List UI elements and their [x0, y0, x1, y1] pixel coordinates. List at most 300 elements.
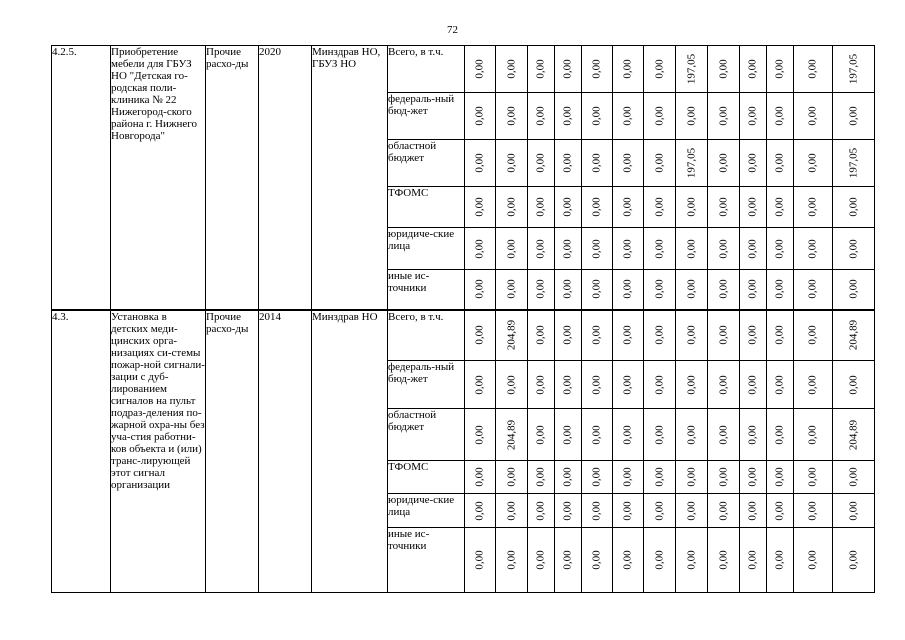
value-cell: [740, 461, 767, 494]
amount-value: 0,00: [806, 59, 819, 79]
item-code: 4.2.5.: [52, 46, 111, 310]
value-cell: [465, 409, 496, 461]
amount-value: 0,00: [653, 500, 665, 521]
funding-source: юридиче-ские лица: [388, 228, 465, 270]
value-cell: [767, 228, 794, 270]
expense-type: Прочие расхо-ды: [206, 310, 259, 593]
amount-value: 0,00: [534, 238, 547, 259]
value-cell: [465, 140, 496, 187]
amount-value: 0,00: [561, 59, 574, 79]
value-cell: [767, 310, 794, 361]
amount-value: 0,00: [561, 374, 574, 395]
value-cell: [644, 140, 676, 187]
amount-value: 204,89: [847, 320, 859, 351]
amount-value: 0,00: [621, 374, 634, 395]
amount-value: 0,00: [473, 153, 486, 173]
value-cell: [613, 361, 644, 409]
item-year: 2014: [259, 310, 312, 593]
value-cell: [740, 93, 767, 140]
value-cell: [555, 310, 582, 361]
amount-value: 0,00: [621, 467, 634, 487]
amount-value: 0,00: [590, 550, 603, 570]
amount-value: 0,00: [746, 550, 759, 570]
amount-value: 0,00: [590, 325, 603, 345]
value-cell: [740, 228, 767, 270]
amount-value: 0,00: [653, 374, 665, 395]
value-cell: [613, 228, 644, 270]
page-number: 72: [447, 24, 458, 36]
amount-value: 0,00: [473, 467, 486, 487]
value-cell: [676, 270, 708, 310]
amount-value: 0,00: [806, 197, 819, 217]
amount-value: 0,00: [717, 374, 729, 395]
value-cell: [528, 228, 555, 270]
amount-value: 0,00: [847, 500, 859, 521]
amount-value: 0,00: [590, 424, 603, 445]
value-cell: [767, 528, 794, 593]
funding-source: иные ис-точники: [388, 528, 465, 593]
amount-value: 0,00: [534, 467, 547, 487]
amount-value: 0,00: [717, 424, 729, 445]
amount-value: 0,00: [473, 424, 486, 445]
amount-value: 0,00: [653, 238, 665, 259]
item-executor: Минздрав НО, ГБУЗ НО: [312, 46, 388, 310]
value-cell: [496, 46, 528, 93]
value-cell: [794, 310, 833, 361]
amount-value: 204,89: [847, 419, 859, 450]
amount-value: 0,00: [653, 106, 665, 126]
amount-value: 0,00: [746, 106, 759, 126]
amount-value: 0,00: [534, 550, 547, 570]
amount-value: 0,00: [773, 59, 786, 79]
amount-value: 0,00: [473, 550, 486, 570]
value-cell: [613, 93, 644, 140]
value-cell: [676, 310, 708, 361]
amount-value: 0,00: [806, 424, 819, 445]
amount-value: 0,00: [621, 325, 634, 345]
value-cell: [833, 409, 875, 461]
value-cell: [528, 494, 555, 528]
amount-value: 0,00: [561, 238, 574, 259]
amount-value: 0,00: [534, 197, 547, 217]
amount-value: 0,00: [473, 238, 486, 259]
amount-value: 0,00: [685, 325, 697, 345]
amount-value: 0,00: [653, 424, 665, 445]
value-cell: [496, 409, 528, 461]
value-cell: [833, 494, 875, 528]
value-cell: [555, 140, 582, 187]
value-cell: [528, 140, 555, 187]
amount-value: 0,00: [621, 106, 634, 126]
amount-value: 0,00: [806, 279, 819, 299]
value-cell: [740, 361, 767, 409]
amount-value: 0,00: [653, 325, 665, 345]
amount-value: 0,00: [806, 500, 819, 521]
amount-value: 0,00: [685, 374, 697, 395]
amount-value: 0,00: [505, 550, 517, 570]
value-cell: [676, 461, 708, 494]
table-row: [52, 310, 875, 361]
amount-value: 0,00: [653, 550, 665, 570]
value-cell: [833, 140, 875, 187]
value-cell: [708, 409, 740, 461]
amount-value: 0,00: [847, 197, 859, 217]
amount-value: 0,00: [685, 238, 697, 259]
value-cell: [794, 93, 833, 140]
expense-type: Прочие расхо-ды: [206, 46, 259, 310]
amount-value: 0,00: [717, 550, 729, 570]
value-cell: [676, 46, 708, 93]
value-cell: [708, 140, 740, 187]
amount-value: 0,00: [717, 106, 729, 126]
amount-value: 0,00: [773, 197, 786, 217]
amount-value: 0,00: [717, 279, 729, 299]
amount-value: 0,00: [590, 238, 603, 259]
value-cell: [767, 361, 794, 409]
amount-value: 0,00: [534, 59, 547, 79]
value-cell: [496, 310, 528, 361]
value-cell: [644, 228, 676, 270]
amount-value: 0,00: [717, 325, 729, 345]
amount-value: 0,00: [653, 279, 665, 299]
amount-value: 197,05: [685, 53, 697, 85]
amount-value: 0,00: [685, 197, 697, 217]
amount-value: 0,00: [847, 238, 859, 259]
amount-value: 0,00: [505, 467, 517, 487]
amount-value: 0,00: [505, 197, 517, 217]
amount-value: 0,00: [561, 500, 574, 521]
amount-value: 0,00: [534, 424, 547, 445]
amount-value: 0,00: [534, 279, 547, 299]
value-cell: [582, 228, 613, 270]
value-cell: [555, 409, 582, 461]
value-cell: [708, 361, 740, 409]
value-cell: [465, 93, 496, 140]
amount-value: 0,00: [534, 500, 547, 521]
value-cell: [555, 187, 582, 228]
value-cell: [496, 494, 528, 528]
value-cell: [465, 46, 496, 93]
amount-value: 0,00: [806, 467, 819, 487]
amount-value: 0,00: [561, 325, 574, 345]
amount-value: 0,00: [773, 279, 786, 299]
amount-value: 0,00: [505, 238, 517, 259]
amount-value: 0,00: [621, 153, 634, 173]
amount-value: 0,00: [806, 153, 819, 173]
value-cell: [555, 528, 582, 593]
value-cell: [708, 270, 740, 310]
amount-value: 0,00: [717, 59, 729, 79]
value-cell: [496, 361, 528, 409]
amount-value: 0,00: [746, 467, 759, 487]
funding-source: областной бюджет: [388, 140, 465, 187]
value-cell: [676, 228, 708, 270]
amount-value: 0,00: [746, 197, 759, 217]
value-cell: [528, 93, 555, 140]
value-cell: [740, 140, 767, 187]
value-cell: [613, 140, 644, 187]
amount-value: 0,00: [621, 424, 634, 445]
value-cell: [528, 46, 555, 93]
amount-value: 0,00: [746, 153, 759, 173]
amount-value: 0,00: [746, 238, 759, 259]
item-code: 4.3.: [52, 310, 111, 593]
value-cell: [767, 187, 794, 228]
amount-value: 0,00: [746, 374, 759, 395]
value-cell: [794, 361, 833, 409]
amount-value: 0,00: [561, 550, 574, 570]
amount-value: 0,00: [590, 59, 603, 79]
value-cell: [708, 187, 740, 228]
value-cell: [767, 270, 794, 310]
amount-value: 0,00: [561, 279, 574, 299]
program-table: [51, 45, 875, 593]
value-cell: [465, 461, 496, 494]
value-cell: [676, 528, 708, 593]
value-cell: [496, 528, 528, 593]
value-cell: [528, 310, 555, 361]
value-cell: [794, 270, 833, 310]
value-cell: [740, 310, 767, 361]
value-cell: [496, 93, 528, 140]
value-cell: [555, 270, 582, 310]
value-cell: [644, 494, 676, 528]
amount-value: 0,00: [685, 467, 697, 487]
value-cell: [465, 494, 496, 528]
funding-source: юридиче-ские лица: [388, 494, 465, 528]
funding-source: федераль-ный бюд-жет: [388, 361, 465, 409]
amount-value: 0,00: [534, 374, 547, 395]
value-cell: [794, 187, 833, 228]
amount-value: 197,05: [847, 53, 859, 85]
amount-value: 0,00: [717, 153, 729, 173]
value-cell: [794, 461, 833, 494]
value-cell: [794, 46, 833, 93]
amount-value: 0,00: [621, 197, 634, 217]
value-cell: [644, 461, 676, 494]
amount-value: 0,00: [773, 106, 786, 126]
value-cell: [582, 409, 613, 461]
amount-value: 0,00: [847, 106, 859, 126]
value-cell: [708, 494, 740, 528]
value-cell: [708, 46, 740, 93]
value-cell: [582, 461, 613, 494]
amount-value: 0,00: [806, 106, 819, 126]
value-cell: [767, 46, 794, 93]
value-cell: [833, 361, 875, 409]
value-cell: [708, 528, 740, 593]
amount-value: 0,00: [806, 550, 819, 570]
value-cell: [613, 494, 644, 528]
value-cell: [613, 461, 644, 494]
value-cell: [794, 409, 833, 461]
value-cell: [740, 270, 767, 310]
amount-value: 0,00: [653, 197, 665, 217]
amount-value: 0,00: [473, 325, 486, 345]
value-cell: [582, 528, 613, 593]
value-cell: [767, 461, 794, 494]
value-cell: [465, 361, 496, 409]
value-cell: [496, 140, 528, 187]
amount-value: 0,00: [746, 325, 759, 345]
value-cell: [708, 93, 740, 140]
amount-value: 0,00: [806, 325, 819, 345]
value-cell: [794, 228, 833, 270]
amount-value: 0,00: [773, 325, 786, 345]
amount-value: 0,00: [773, 500, 786, 521]
amount-value: 0,00: [590, 197, 603, 217]
value-cell: [708, 461, 740, 494]
amount-value: 0,00: [621, 279, 634, 299]
value-cell: [582, 270, 613, 310]
value-cell: [767, 494, 794, 528]
amount-value: 0,00: [685, 106, 697, 126]
amount-value: 0,00: [773, 467, 786, 487]
amount-value: 0,00: [561, 106, 574, 126]
value-cell: [676, 140, 708, 187]
amount-value: 0,00: [847, 374, 859, 395]
value-cell: [555, 494, 582, 528]
value-cell: [465, 228, 496, 270]
amount-value: 0,00: [847, 279, 859, 299]
value-cell: [740, 187, 767, 228]
amount-value: 0,00: [505, 153, 517, 173]
value-cell: [496, 461, 528, 494]
amount-value: 0,00: [717, 500, 729, 521]
amount-value: 0,00: [746, 500, 759, 521]
amount-value: 0,00: [685, 424, 697, 445]
value-cell: [496, 270, 528, 310]
value-cell: [676, 361, 708, 409]
value-cell: [555, 361, 582, 409]
value-cell: [582, 310, 613, 361]
amount-value: 0,00: [590, 374, 603, 395]
value-cell: [555, 461, 582, 494]
value-cell: [708, 310, 740, 361]
item-name: Приобретение мебели для ГБУЗ НО "Детская го-родская поли-клиника № 22 Нижегород-ского района г. Нижнего Новгорода": [111, 46, 206, 310]
amount-value: 0,00: [847, 467, 859, 487]
amount-value: 0,00: [621, 59, 634, 79]
amount-value: 0,00: [561, 467, 574, 487]
value-cell: [582, 494, 613, 528]
amount-value: 0,00: [534, 106, 547, 126]
amount-value: 0,00: [773, 238, 786, 259]
amount-value: 0,00: [590, 500, 603, 521]
value-cell: [496, 187, 528, 228]
value-cell: [833, 270, 875, 310]
amount-value: 0,00: [653, 59, 665, 79]
amount-value: 0,00: [685, 279, 697, 299]
item-name: Установка в детских меди-цинских орга-низациях си-стемы пожар-ной сигнали-зации с дуб-лированием сигналов на пульт подраз-деления по-жарной охра-ны без уча-стия работни-ков объекта и (или) транс-лирующей этот сигнал организации: [111, 310, 206, 593]
amount-value: 197,05: [685, 147, 697, 179]
value-cell: [613, 528, 644, 593]
amount-value: 0,00: [746, 424, 759, 445]
value-cell: [644, 528, 676, 593]
value-cell: [644, 409, 676, 461]
amount-value: 0,00: [505, 279, 517, 299]
table-row: [52, 46, 875, 93]
amount-value: 0,00: [473, 106, 486, 126]
funding-source: ТФОМС: [388, 187, 465, 228]
amount-value: 0,00: [773, 424, 786, 445]
value-cell: [465, 187, 496, 228]
value-cell: [644, 361, 676, 409]
value-cell: [644, 187, 676, 228]
value-cell: [528, 528, 555, 593]
value-cell: [833, 528, 875, 593]
value-cell: [794, 494, 833, 528]
value-cell: [613, 46, 644, 93]
amount-value: 0,00: [473, 59, 486, 79]
amount-value: 0,00: [505, 374, 517, 395]
value-cell: [740, 528, 767, 593]
funding-source: Всего, в т.ч.: [388, 310, 465, 361]
value-cell: [528, 361, 555, 409]
amount-value: 0,00: [717, 467, 729, 487]
amount-value: 0,00: [847, 550, 859, 570]
value-cell: [465, 310, 496, 361]
value-cell: [555, 228, 582, 270]
amount-value: 0,00: [653, 467, 665, 487]
value-cell: [528, 461, 555, 494]
amount-value: 0,00: [653, 153, 665, 173]
value-cell: [740, 409, 767, 461]
value-cell: [555, 46, 582, 93]
value-cell: [582, 93, 613, 140]
value-cell: [767, 140, 794, 187]
value-cell: [676, 494, 708, 528]
value-cell: [794, 528, 833, 593]
value-cell: [833, 187, 875, 228]
value-cell: [582, 46, 613, 93]
amount-value: 0,00: [685, 500, 697, 521]
amount-value: 0,00: [806, 238, 819, 259]
amount-value: 0,00: [534, 325, 547, 345]
value-cell: [582, 140, 613, 187]
value-cell: [794, 140, 833, 187]
amount-value: 0,00: [473, 500, 486, 521]
value-cell: [676, 187, 708, 228]
item-year: 2020: [259, 46, 312, 310]
amount-value: 0,00: [534, 153, 547, 173]
value-cell: [767, 93, 794, 140]
funding-source: Всего, в т.ч.: [388, 46, 465, 93]
amount-value: 0,00: [590, 279, 603, 299]
amount-value: 0,00: [505, 500, 517, 521]
funding-source: областной бюджет: [388, 409, 465, 461]
amount-value: 0,00: [717, 238, 729, 259]
amount-value: 0,00: [621, 238, 634, 259]
value-cell: [833, 461, 875, 494]
amount-value: 197,05: [847, 147, 859, 179]
funding-source: ТФОМС: [388, 461, 465, 494]
amount-value: 204,89: [505, 419, 517, 450]
value-cell: [644, 46, 676, 93]
value-cell: [465, 270, 496, 310]
value-cell: [833, 93, 875, 140]
amount-value: 0,00: [717, 197, 729, 217]
value-cell: [528, 187, 555, 228]
amount-value: 0,00: [590, 153, 603, 173]
value-cell: [767, 409, 794, 461]
amount-value: 0,00: [505, 106, 517, 126]
value-cell: [644, 310, 676, 361]
amount-value: 0,00: [806, 374, 819, 395]
amount-value: 0,00: [561, 197, 574, 217]
value-cell: [582, 361, 613, 409]
value-cell: [582, 187, 613, 228]
amount-value: 0,00: [773, 374, 786, 395]
